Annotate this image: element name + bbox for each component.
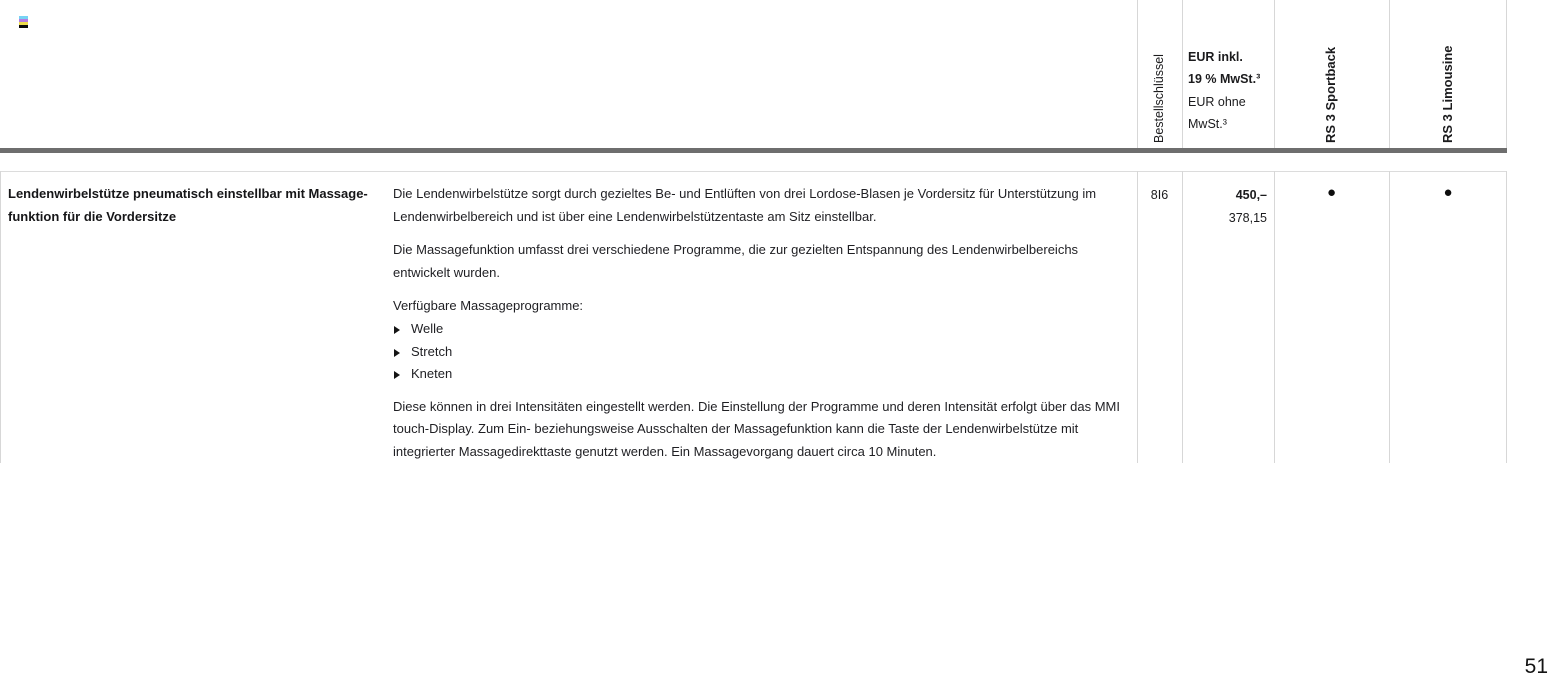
header-divider-rule (0, 148, 1507, 153)
list-item (393, 318, 1133, 341)
cmyk-registration-mark-icon (19, 16, 28, 28)
row-column-divider (1137, 171, 1138, 463)
description-paragraph: Die Lendenwirbelstütze sorgt durch gezieltes Be- und Entlüften von drei Lordose-Blasen je Vordersitz für Unterstützung im Lendenwirbelbereich und ist über eine Lendenwirbelstützentaste am Sitz einstellbar. (393, 186, 1097, 224)
description-paragraph: Die Massagefunktion umfasst drei verschiedene Programme, die zur gezielten Entspannung des Lendenwirbelbereichs entwickelt wurden. (393, 242, 1079, 280)
column-header-rs3-sportback: RS 3 Sportback (1323, 46, 1338, 143)
list-item-label: Welle (411, 320, 444, 336)
massage-program-list-intro: Verfügbare Massageprogramme: (393, 298, 584, 314)
column-divider (1182, 0, 1183, 148)
row-column-divider (1506, 171, 1507, 463)
order-code-value: 8I6 (1150, 188, 1169, 202)
list-item-label: Stretch (411, 343, 453, 359)
column-header-order-code: Bestellschlüssel (1152, 54, 1166, 143)
price-cell (1182, 184, 1267, 229)
list-item-label: Kneten (411, 366, 453, 382)
row-column-divider (1274, 171, 1275, 463)
option-title-line: Lendenwirbelstütze pneumatisch einstellbar mit Massage- (8, 186, 368, 201)
price-header-line: EUR inkl. (1188, 50, 1243, 64)
row-top-border (0, 171, 1507, 172)
price-incl-vat: 450,– (1235, 188, 1267, 202)
row-column-divider (1389, 171, 1390, 463)
column-divider (1506, 0, 1507, 148)
cmyk-stripe-black (19, 25, 28, 28)
option-title (8, 183, 383, 228)
list-item (393, 363, 1133, 386)
column-divider (1137, 0, 1138, 148)
bullet-triangle-icon (394, 371, 400, 379)
price-excl-vat: 378,15 (1228, 210, 1267, 225)
option-description (393, 183, 1133, 475)
column-divider (1274, 0, 1275, 148)
availability-dot-rs3-limousine: ● (1443, 184, 1453, 201)
bullet-triangle-icon (394, 349, 400, 357)
massage-program-list (393, 318, 1133, 386)
list-item (393, 341, 1133, 364)
column-divider (1389, 0, 1390, 148)
price-header-line: MwSt.³ (1188, 117, 1227, 132)
price-header-line: EUR ohne (1188, 94, 1246, 109)
column-header-price (1188, 46, 1272, 136)
bullet-triangle-icon (394, 326, 400, 334)
description-paragraph: Diese können in drei Intensitäten eingestellt werden. Die Einstellung der Programme und deren Intensität erfolgt über das MMI touch-Display. Zum Ein- beziehungsweise Ausschalten der Massagefunktion kann die Taste der Lendenwirbelstütze mit integrierter Massagedirekttaste genutzt werden. Ein Massagevorgang dauert circa 10 Minuten. (393, 398, 1120, 459)
page-number: 51 (1524, 655, 1548, 678)
price-header-line: 19 % MwSt.³ (1188, 72, 1261, 87)
option-title-line: funktion für die Vordersitze (8, 208, 177, 224)
row-column-divider (0, 171, 1, 463)
availability-dot-rs3-sportback: ● (1326, 184, 1337, 201)
column-header-rs3-limousine: RS 3 Limousine (1440, 45, 1455, 143)
